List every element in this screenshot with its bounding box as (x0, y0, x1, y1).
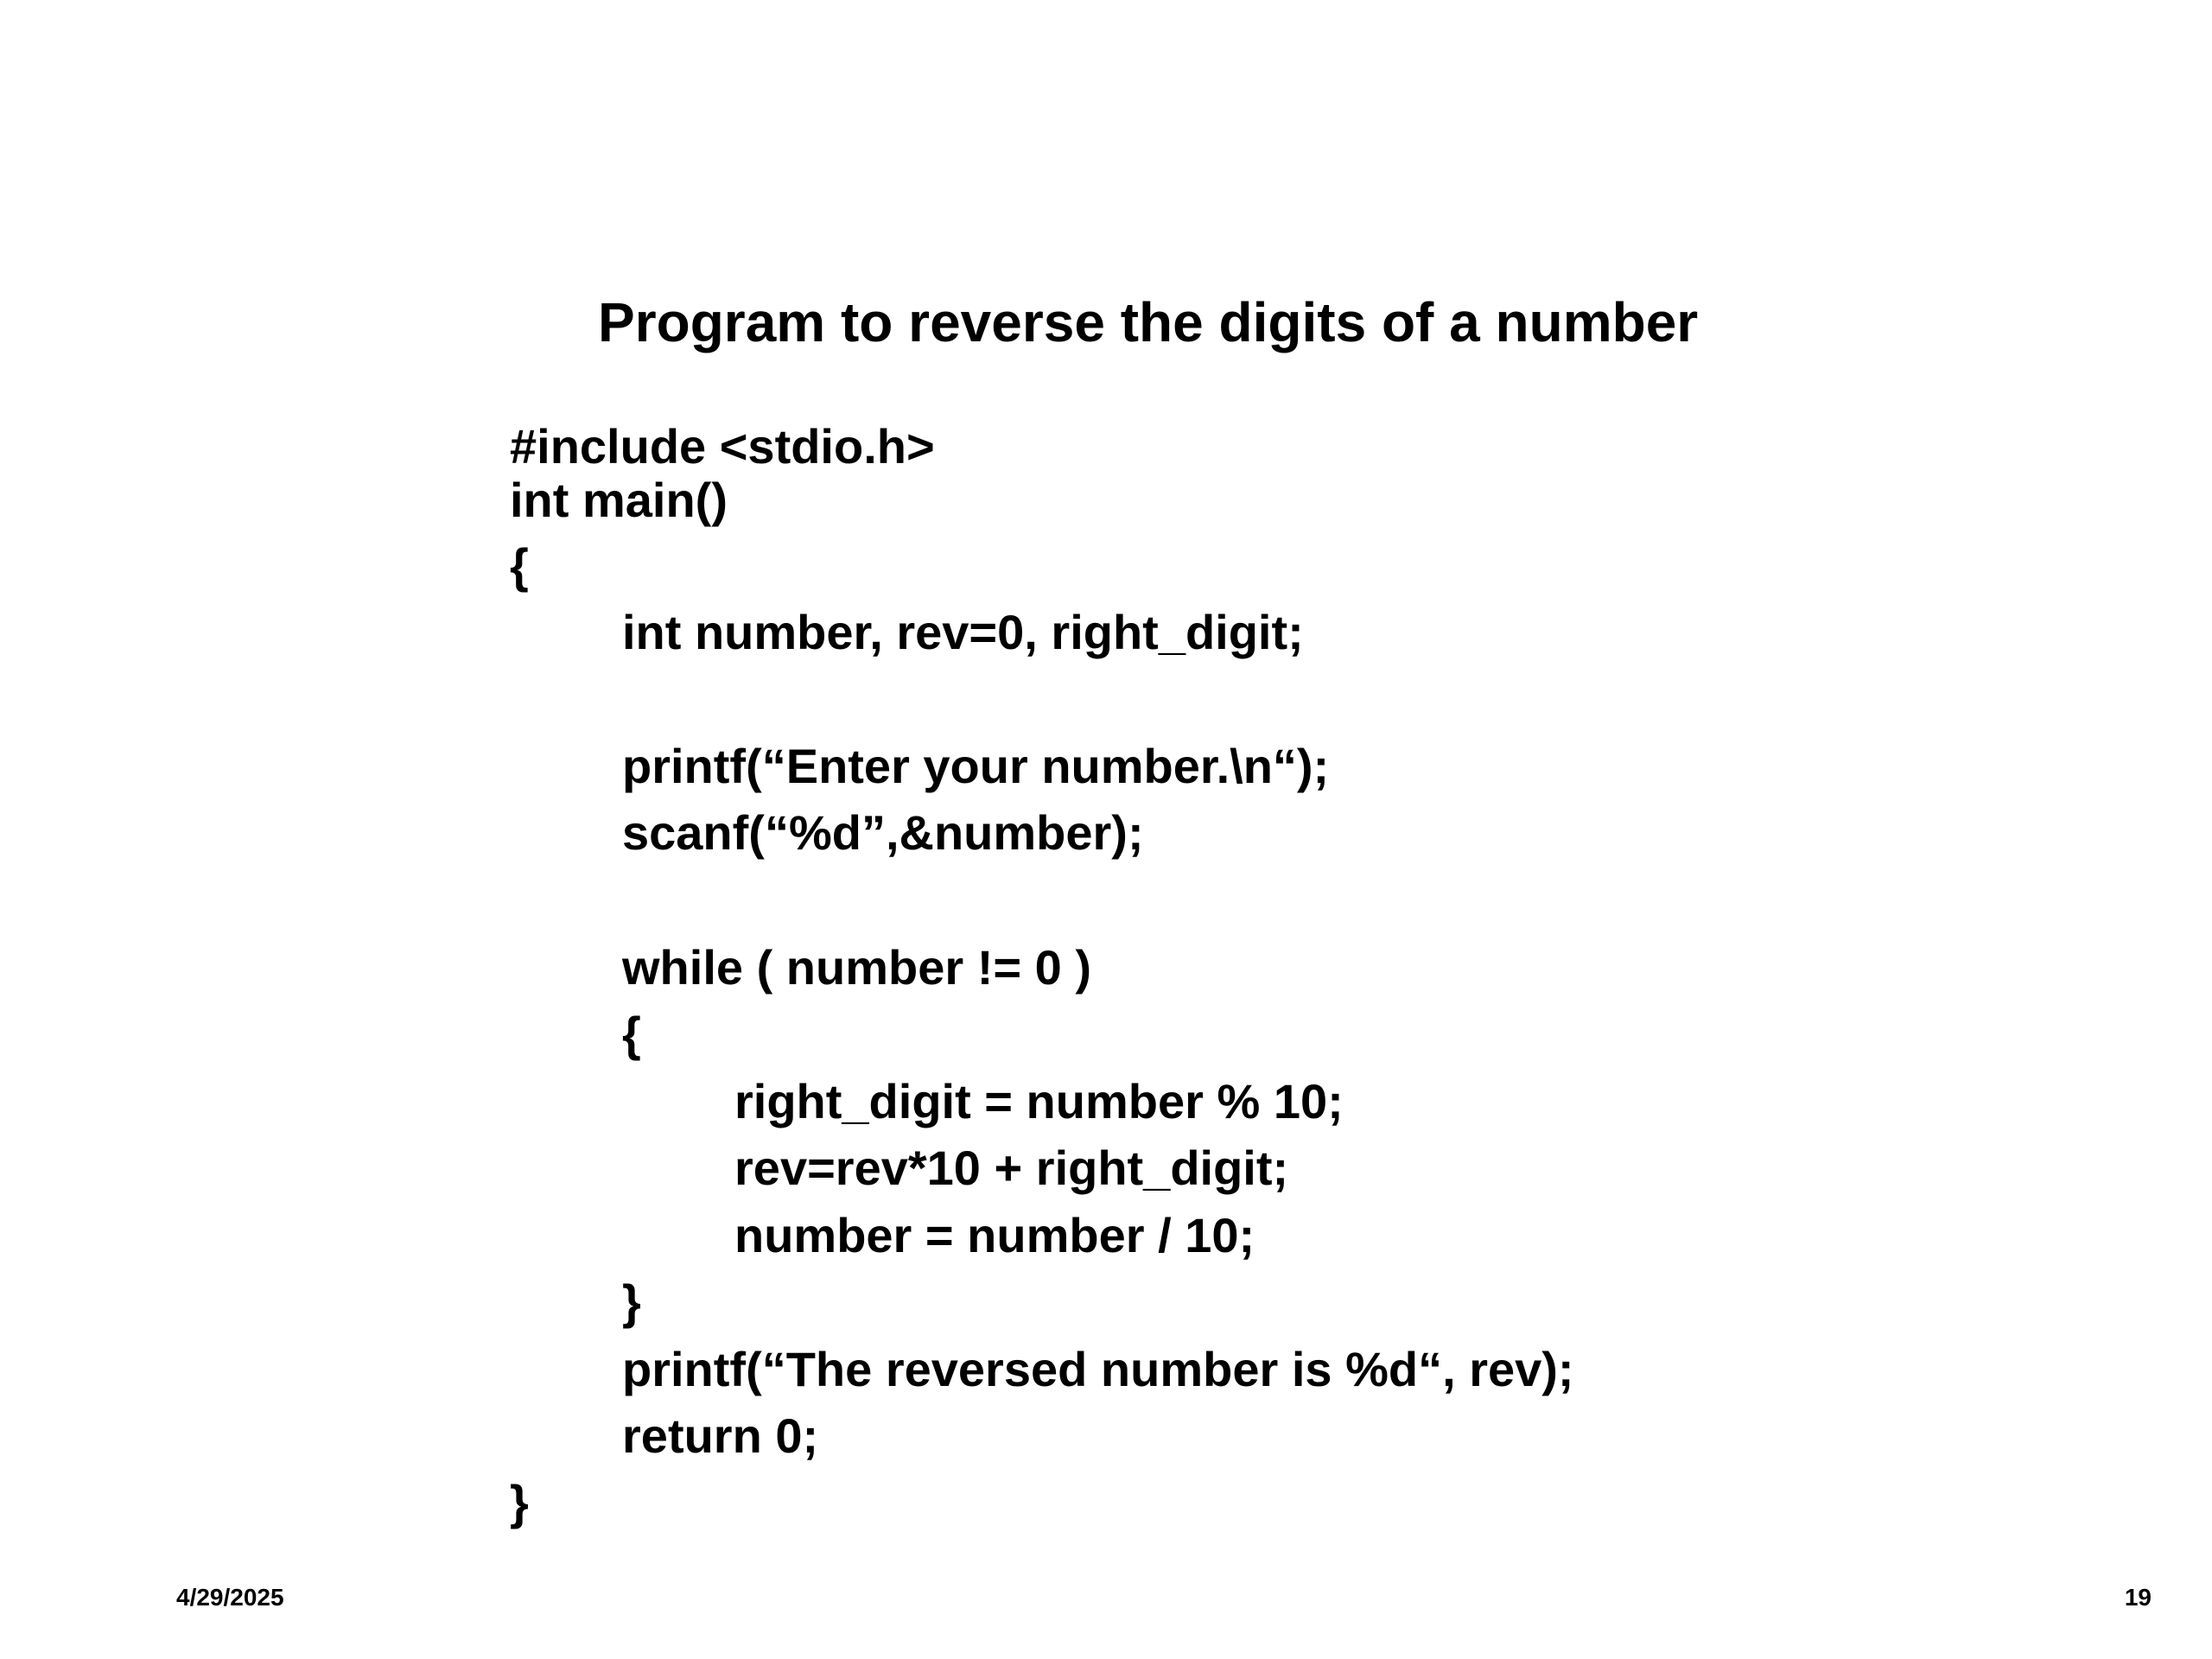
code-line-rev-update: rev=rev*10 + right_digit; (734, 1141, 1289, 1195)
code-line-scanf: scanf(“%d”,&number); (622, 805, 1144, 860)
code-line-return: return 0; (622, 1408, 819, 1463)
code-line-main-close-brace: } (510, 1475, 529, 1529)
code-line-result-printf: printf(“The reversed number is %d“, rev); (622, 1342, 1574, 1396)
page-number: 19 (2124, 1584, 2152, 1611)
footer-date: 4/29/2025 (176, 1584, 284, 1611)
slide-title: Program to reverse the digits of a number (598, 291, 1699, 353)
code-line-declarations: int number, rev=0, right_digit; (622, 605, 1304, 659)
code-block (510, 0, 1979, 1659)
code-line-number-update: number = number / 10; (734, 1208, 1255, 1262)
code-line-right-digit: right_digit = number % 10; (734, 1074, 1344, 1128)
code-line-main-signature: int main() (510, 473, 728, 527)
code-line-while: while ( number != 0 ) (622, 940, 1091, 995)
code-line-include: #include <stdio.h> (510, 419, 935, 474)
code-line-prompt-printf: printf(“Enter your number.\n“); (622, 739, 1330, 793)
code-line-main-open-brace: { (510, 538, 529, 593)
code-line-while-open-brace: { (622, 1007, 641, 1061)
code-line-while-close-brace: } (622, 1274, 641, 1329)
